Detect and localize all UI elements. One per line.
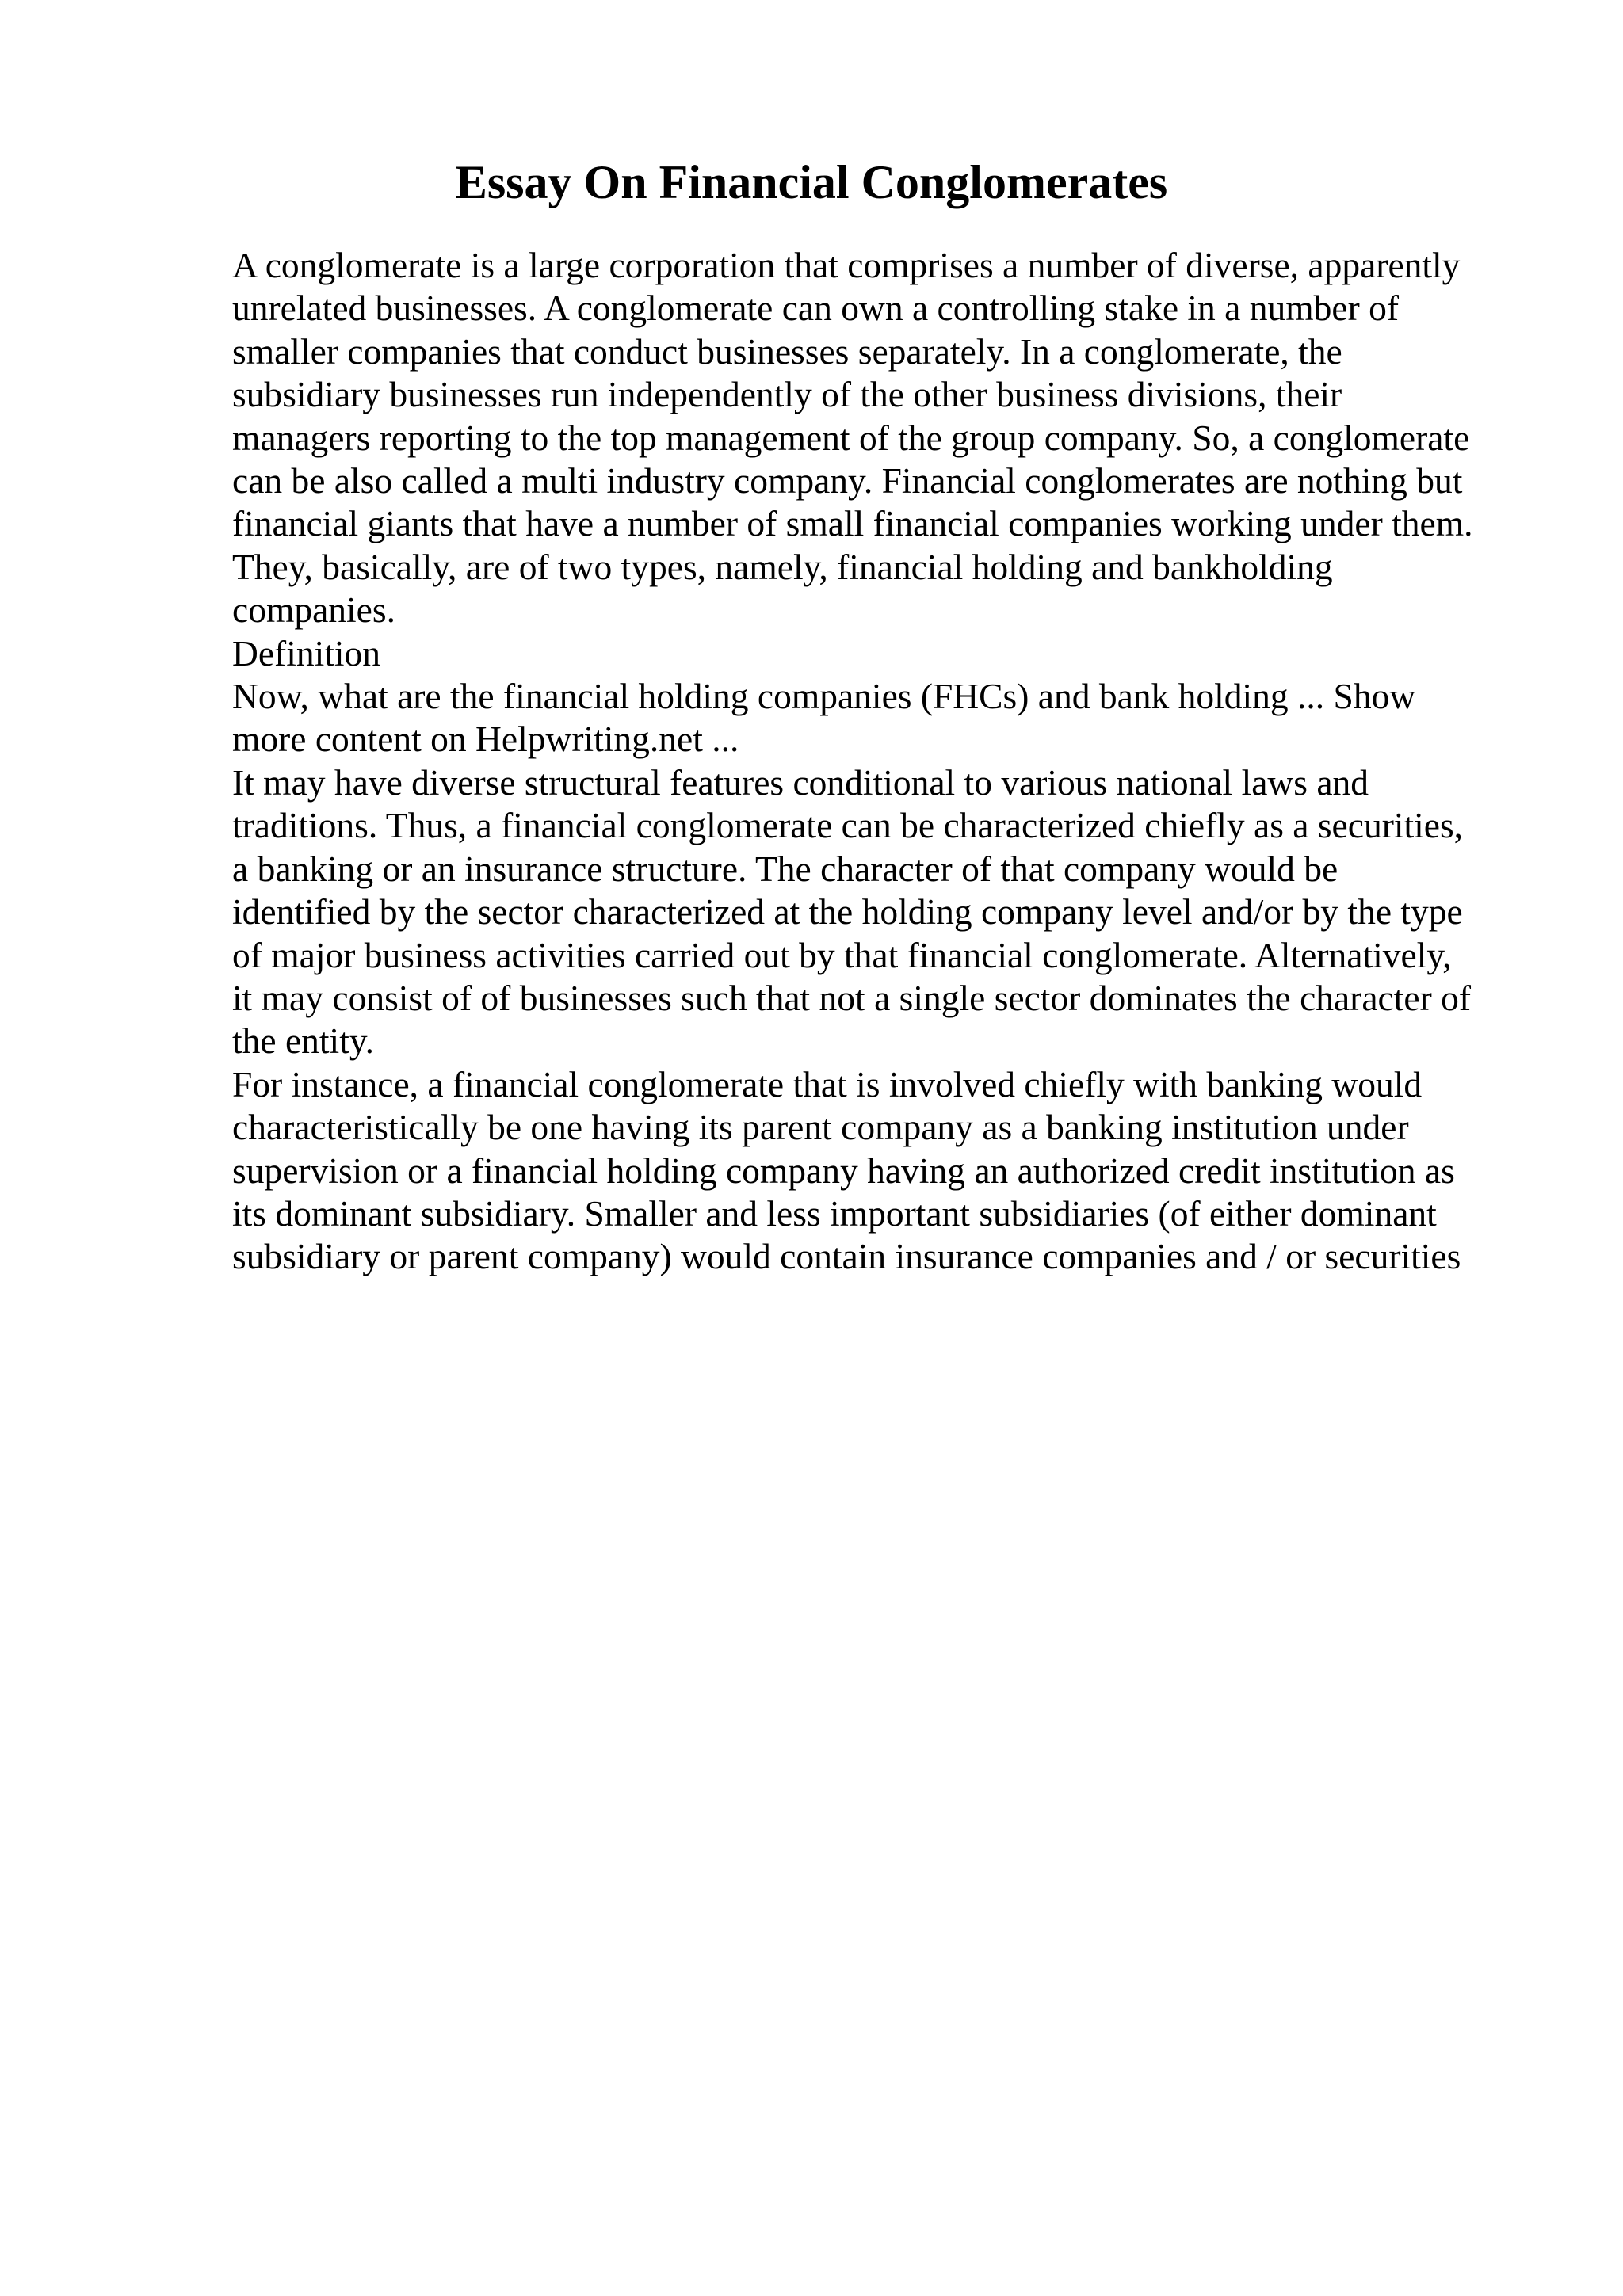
body-line: traditions. Thus, a financial conglomerate can be characterized chiefly as a securities, (232, 805, 1464, 846)
body-line: of major business activities carried out by that financial conglomerate. Alternatively, (232, 934, 1452, 975)
body-line: For instance, a financial conglomerate that is involved chiefly with banking would (232, 1063, 1423, 1104)
body-line: managers reporting to the top management of the group company. So, a conglomerate (232, 417, 1470, 458)
body-line: Now, what are the financial holding companies (FHCs) and bank holding ... Show (232, 676, 1416, 717)
body-line: unrelated businesses. A conglomerate can own a controlling stake in a number of (232, 288, 1400, 329)
body-line: subsidiary businesses run independently of the other business divisions, their (232, 374, 1342, 415)
show-more-link[interactable]: more content on Helpwriting.net ... (232, 719, 739, 760)
body-line: identified by the sector characterized at the holding company level and/or by the type (232, 891, 1463, 933)
body-line: companies. (232, 589, 395, 631)
body-line: supervision or a financial holding company having an authorized credit institution as (232, 1150, 1455, 1191)
body-line: smaller companies that conduct businesses separately. In a conglomerate, the (232, 330, 1342, 372)
body-line: subsidiary or parent company) would contain insurance companies and / or securities (232, 1236, 1461, 1277)
body-line: financial giants that have a number of small financial companies working under them. (232, 503, 1473, 544)
section-heading-definition: Definition (232, 632, 381, 673)
body-line: characteristically be one having its parent company as a banking institution under (232, 1107, 1409, 1148)
document-title: Essay On Financial Conglomerates (455, 156, 1168, 208)
body-line: can be also called a multi industry company. Financial conglomerates are nothing but (232, 460, 1463, 502)
body-line: A conglomerate is a large corporation that comprises a number of diverse, apparently (232, 245, 1461, 285)
body-line: a banking or an insurance structure. The character of that company would be (232, 848, 1338, 889)
document-body (232, 244, 1532, 1279)
body-line: it may consist of of businesses such that not a single sector dominates the character of (232, 977, 1472, 1018)
body-line: It may have diverse structural features conditional to various national laws and (232, 761, 1369, 803)
body-line: They, basically, are of two types, namely, financial holding and bankholding (232, 546, 1333, 587)
body-line: its dominant subsidiary. Smaller and less important subsidiaries (of either dominant (232, 1192, 1437, 1234)
body-line: the entity. (232, 1020, 375, 1062)
